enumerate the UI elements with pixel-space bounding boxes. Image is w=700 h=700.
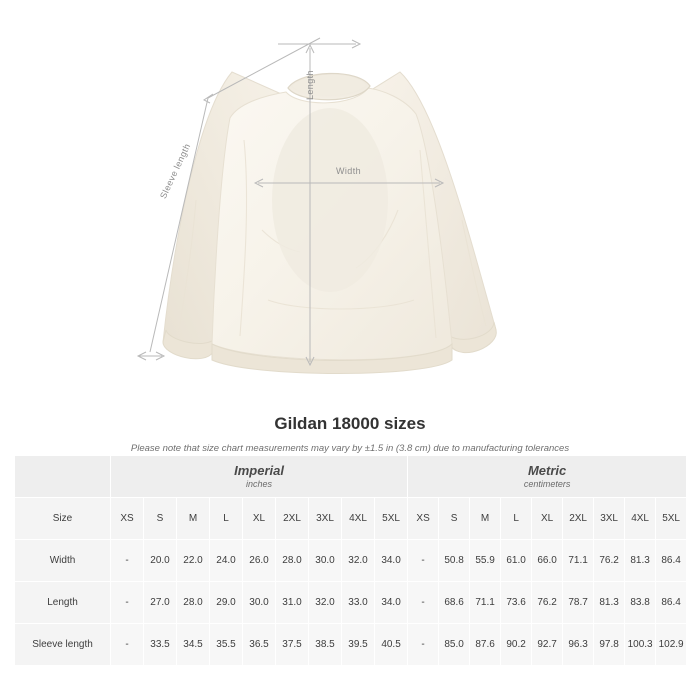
sleeve-metric-2xl: 96.3 [563, 624, 594, 666]
width-metric-3xl: 76.2 [594, 540, 625, 582]
length-imperial-2xl: 31.0 [276, 582, 309, 624]
size-header-metric-5xl: 5XL [656, 498, 687, 540]
width-imperial-4xl: 32.0 [342, 540, 375, 582]
row-label-length: Length [15, 582, 111, 624]
length-metric-2xl: 78.7 [563, 582, 594, 624]
width-metric-2xl: 71.1 [563, 540, 594, 582]
row-label-width: Width [15, 540, 111, 582]
sleeve-imperial-xs: - [111, 624, 144, 666]
size-header-label: Size [15, 498, 111, 540]
size-chart-table [14, 455, 687, 666]
size-header-imperial-l: L [210, 498, 243, 540]
length-metric-m: 71.1 [470, 582, 501, 624]
sleeve-imperial-3xl: 38.5 [309, 624, 342, 666]
length-imperial-m: 28.0 [177, 582, 210, 624]
table-row [15, 540, 687, 582]
length-metric-l: 73.6 [501, 582, 532, 624]
width-imperial-l: 24.0 [210, 540, 243, 582]
size-header-imperial-xs: XS [111, 498, 144, 540]
title-block [0, 400, 700, 454]
tolerance-note: Please note that size chart measurements may vary by ±1.5 in (3.8 cm) due to manufacturing tolerances [130, 443, 570, 454]
width-metric-s: 50.8 [439, 540, 470, 582]
width-annotation-label: Width [336, 166, 362, 176]
width-metric-5xl: 86.4 [656, 540, 687, 582]
system-header-metric [408, 456, 687, 498]
width-metric-xl: 66.0 [532, 540, 563, 582]
system-header-imperial [111, 456, 408, 498]
sleeve-metric-4xl: 100.3 [625, 624, 656, 666]
width-imperial-2xl: 28.0 [276, 540, 309, 582]
size-header-imperial-3xl: 3XL [309, 498, 342, 540]
width-metric-m: 55.9 [470, 540, 501, 582]
length-metric-xs: - [408, 582, 439, 624]
size-chart-table-wrap [14, 455, 686, 666]
length-metric-xl: 76.2 [532, 582, 563, 624]
length-imperial-4xl: 33.0 [342, 582, 375, 624]
size-header-metric-s: S [439, 498, 470, 540]
system-name-metric: Metric [527, 462, 567, 478]
sleeve-metric-xs: - [408, 624, 439, 666]
size-header-imperial-m: M [177, 498, 210, 540]
width-imperial-xl: 26.0 [243, 540, 276, 582]
length-metric-4xl: 83.8 [625, 582, 656, 624]
size-header-metric-xs: XS [408, 498, 439, 540]
system-header-row [15, 456, 687, 498]
sleeve-metric-m: 87.6 [470, 624, 501, 666]
width-metric-4xl: 81.3 [625, 540, 656, 582]
system-unit-imperial: inches [246, 478, 273, 489]
length-metric-s: 68.6 [439, 582, 470, 624]
size-header-imperial-xl: XL [243, 498, 276, 540]
size-header-metric-xl: XL [532, 498, 563, 540]
size-header-metric-4xl: 4XL [625, 498, 656, 540]
length-imperial-l: 29.0 [210, 582, 243, 624]
size-header-imperial-4xl: 4XL [342, 498, 375, 540]
sleeve-metric-5xl: 102.9 [656, 624, 687, 666]
size-header-imperial-s: S [144, 498, 177, 540]
row-label-sleeve-length: Sleeve length [15, 624, 111, 666]
width-metric-l: 61.0 [501, 540, 532, 582]
system-unit-metric: centimeters [523, 478, 571, 489]
length-imperial-5xl: 34.0 [375, 582, 408, 624]
size-header-metric-l: L [501, 498, 532, 540]
sleeve-imperial-4xl: 39.5 [342, 624, 375, 666]
size-header-metric-2xl: 2XL [563, 498, 594, 540]
width-metric-xs: - [408, 540, 439, 582]
system-header-blank [15, 456, 111, 498]
sleeve-metric-3xl: 97.8 [594, 624, 625, 666]
size-header-metric-3xl: 3XL [594, 498, 625, 540]
sleeve-metric-l: 90.2 [501, 624, 532, 666]
sleeve-imperial-l: 35.5 [210, 624, 243, 666]
length-imperial-xs: - [111, 582, 144, 624]
sleeve-imperial-5xl: 40.5 [375, 624, 408, 666]
sleeve-imperial-2xl: 37.5 [276, 624, 309, 666]
width-imperial-xs: - [111, 540, 144, 582]
width-imperial-3xl: 30.0 [309, 540, 342, 582]
width-imperial-m: 22.0 [177, 540, 210, 582]
sleeve-imperial-xl: 36.5 [243, 624, 276, 666]
sleeve-imperial-s: 33.5 [144, 624, 177, 666]
page-title: Gildan 18000 sizes [274, 414, 426, 433]
size-header-row [15, 498, 687, 540]
size-header-imperial-2xl: 2XL [276, 498, 309, 540]
table-row [15, 582, 687, 624]
size-header-imperial-5xl: 5XL [375, 498, 408, 540]
sleeve-metric-s: 85.0 [439, 624, 470, 666]
system-name-imperial: Imperial [234, 462, 284, 478]
sleeve-imperial-m: 34.5 [177, 624, 210, 666]
sleeve-metric-xl: 92.7 [532, 624, 563, 666]
length-metric-3xl: 81.3 [594, 582, 625, 624]
length-metric-5xl: 86.4 [656, 582, 687, 624]
sleeve-length-annotation-label: Sleeve length [158, 141, 193, 201]
length-imperial-xl: 30.0 [243, 582, 276, 624]
size-header-metric-m: M [470, 498, 501, 540]
length-annotation-label: Length [305, 70, 315, 100]
table-row [15, 624, 687, 666]
width-imperial-5xl: 34.0 [375, 540, 408, 582]
width-imperial-s: 20.0 [144, 540, 177, 582]
length-imperial-s: 27.0 [144, 582, 177, 624]
length-imperial-3xl: 32.0 [309, 582, 342, 624]
